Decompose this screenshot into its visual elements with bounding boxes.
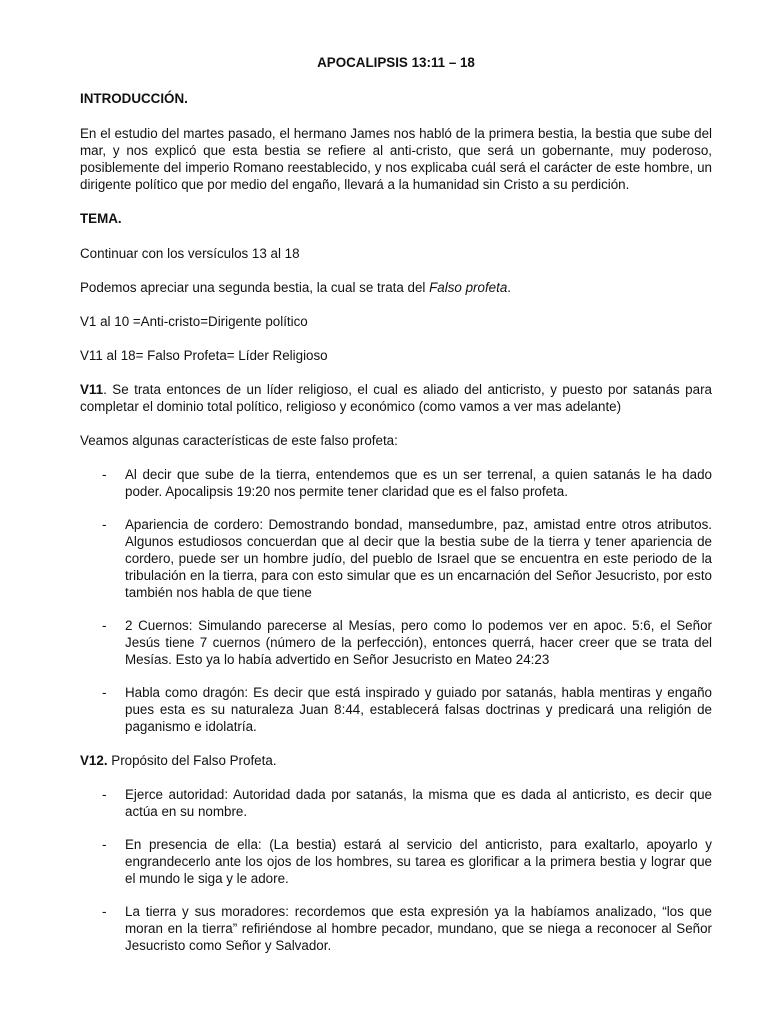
list-item: [80, 903, 712, 954]
bullet-dash: -: [102, 618, 107, 633]
v12-text: Propósito del Falso Profeta.: [107, 753, 277, 768]
tema-line: Continuar con los versículos 13 al 18: [80, 246, 300, 261]
second-beast-italic: Falso profeta: [429, 280, 508, 295]
second-beast-prefix: Podemos apreciar una segunda bestia, la cual se trata del: [80, 280, 430, 295]
intro-paragraph: En el estudio del martes pasado, el hermano James nos habló de la primera bestia, la bestia que sube del mar, y nos explicó que esta bestia se refiere al anti-cristo, que será un gobernante, muy poderoso, posiblemente del imperio Romano reestablecido, y nos explicaba cuál será el carácter de este hombre, un dirigente político que por medio del engaño, llevará a la humanidad sin Cristo a su perdición.: [80, 126, 712, 192]
second-beast-suffix: .: [507, 280, 512, 295]
bullet-text: La tierra y sus moradores: recordemos que esta expresión ya la habíamos analizado, “los que moran en la tierra” refiriéndose al hombre pecador, mundano, que se niega a reconocer al Señor Jesucristo como Señor y Salvador.: [125, 904, 712, 953]
bullet-text: Habla como dragón: Es decir que está inspirado y guiado por satanás, habla mentiras y engaño pues esta es su naturaleza Juan 8:44, establecerá falsas doctrinas y predicará una religión de paganismo e idolatría.: [125, 685, 712, 734]
document-page: [80, 54, 712, 971]
purposes-list: [80, 786, 712, 954]
list-item: [80, 836, 712, 887]
v11-tag: V11: [80, 382, 104, 397]
bullet-dash: -: [102, 685, 107, 700]
intro-heading: INTRODUCCIÓN.: [80, 91, 188, 106]
v11-text: . Se trata entonces de un líder religioso, el cual es aliado del anticristo, y puesto por satanás para completar el dominio total político, religioso y económico (como vamos a ver mas adelante): [80, 382, 712, 414]
v1-line: V1 al 10 =Anti-cristo=Dirigente político: [80, 314, 308, 329]
characteristics-list: [80, 466, 712, 735]
bullet-dash: -: [102, 467, 107, 482]
bullet-text: Ejerce autoridad: Autoridad dada por satanás, la misma que es dada al anticristo, es decir que actúa en su nombre.: [125, 787, 712, 819]
tema-heading: TEMA.: [80, 211, 122, 226]
second-beast-paragraph: [80, 279, 712, 296]
bullet-text: 2 Cuernos: Simulando parecerse al Mesías, pero como lo podemos ver en apoc. 5:6, el Señor Jesús tiene 7 cuernos (número de la perfección), entonces querrá, hacer creer que se trata del Mesías. Esto ya lo había advertido en Señor Jesucristo en Mateo 24:23: [125, 618, 712, 667]
bullet-dash: -: [102, 837, 107, 852]
bullet-text: Apariencia de cordero: Demostrando bondad, mansedumbre, paz, amistad entre otros atributos. Algunos estudiosos concuerdan que al decir que la bestia sube de la tierra y tener apariencia de cordero, puede ser un hombre judío, del pueblo de Israel que se encuentra en este periodo de la tribulación en la tierra, para con esto simular que es un encarnación del Señor Jesucristo, por esto también nos habla de que tiene: [125, 517, 712, 600]
bullet-dash: -: [102, 904, 107, 919]
v12-paragraph: [80, 752, 712, 769]
v11-paragraph: [80, 381, 712, 415]
bullet-text: En presencia de ella: (La bestia) estará al servicio del anticristo, para exaltarlo, apoyarlo y engrandecerlo ante los ojos de los hombres, su tarea es glorificar a la primera bestia y lograr que el mundo le siga y le adore.: [125, 837, 712, 886]
list-item: [80, 516, 712, 601]
list-item: [80, 786, 712, 820]
list-item: [80, 684, 712, 735]
bullet-dash: -: [102, 517, 107, 532]
document-title: APOCALIPSIS 13:11 – 18: [317, 55, 475, 70]
v12-tag: V12.: [80, 753, 108, 768]
bullet-text: Al decir que sube de la tierra, entendemos que es un ser terrenal, a quien satanás le ha dado poder. Apocalipsis 19:20 nos permite tener claridad que es el falso profeta.: [125, 467, 712, 499]
characteristics-intro: Veamos algunas características de este falso profeta:: [80, 433, 398, 448]
v11-line: V11 al 18= Falso Profeta= Líder Religioso: [80, 348, 328, 363]
list-item: [80, 466, 712, 500]
list-item: [80, 617, 712, 668]
bullet-dash: -: [102, 787, 107, 802]
